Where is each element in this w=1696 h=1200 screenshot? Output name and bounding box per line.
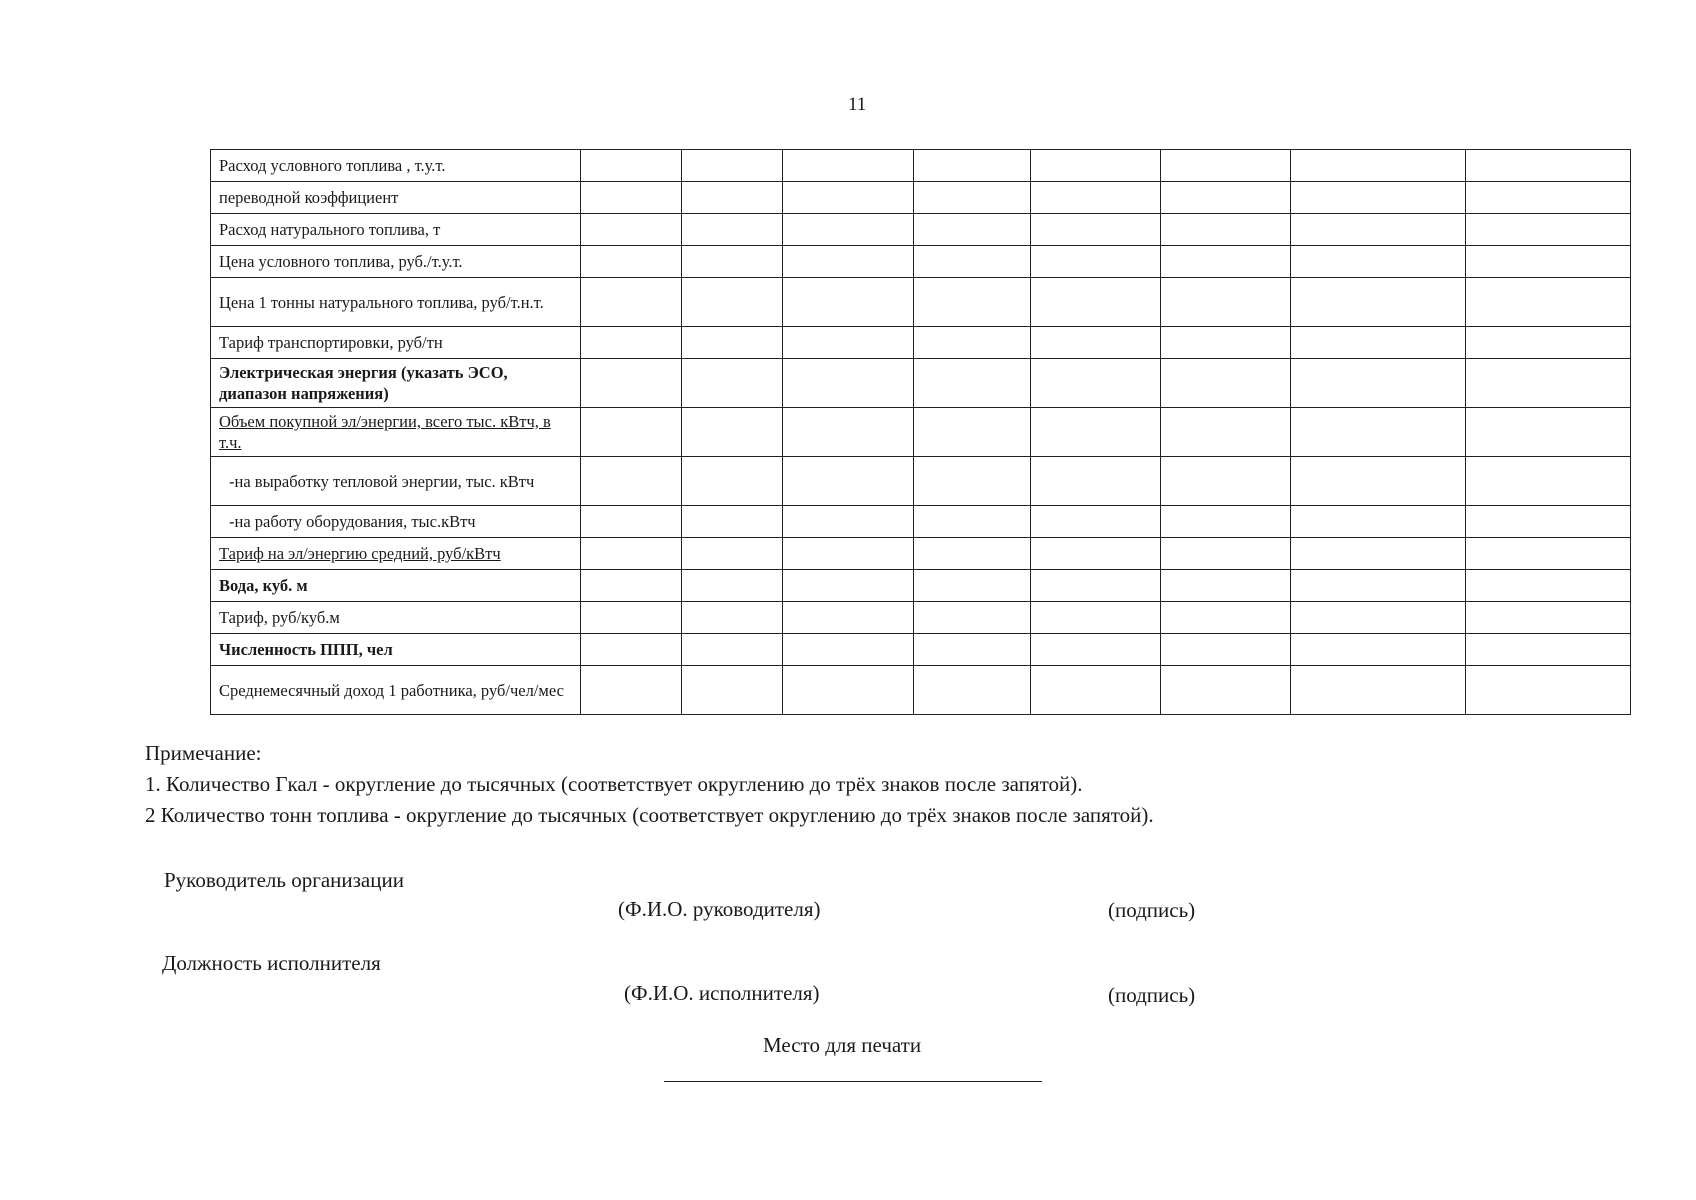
table-row	[211, 506, 1631, 538]
value-cell	[1291, 408, 1466, 457]
value-cell	[1466, 457, 1631, 506]
value-cell	[1161, 214, 1291, 246]
value-cell	[783, 666, 914, 715]
executor-signature-hint: (подпись)	[1108, 983, 1196, 1007]
value-cell	[783, 570, 914, 602]
table-row	[211, 666, 1631, 715]
table-row	[211, 278, 1631, 327]
value-cell	[1291, 359, 1466, 408]
value-cell	[581, 666, 682, 715]
head-signature-hint: (подпись)	[1108, 898, 1196, 922]
value-cell	[914, 602, 1031, 634]
row-label-cell	[211, 246, 581, 278]
table-row	[211, 359, 1631, 408]
row-label: Численность ППП, чел	[219, 640, 393, 659]
value-cell	[783, 182, 914, 214]
value-cell	[1466, 602, 1631, 634]
value-cell	[1291, 214, 1466, 246]
value-cell	[1031, 359, 1161, 408]
row-label-cell	[211, 327, 581, 359]
value-cell	[1291, 666, 1466, 715]
value-cell	[1031, 570, 1161, 602]
value-cell	[914, 182, 1031, 214]
notes-section	[145, 738, 1154, 831]
value-cell	[581, 278, 682, 327]
page-number: 11	[848, 94, 867, 115]
value-cell	[1161, 359, 1291, 408]
row-label-cell	[211, 408, 581, 457]
row-label: -на выработку тепловой энергии, тыс. кВтч	[229, 471, 535, 491]
value-cell	[783, 246, 914, 278]
head-name-hint: (Ф.И.О. руководителя)	[618, 897, 821, 921]
row-label-cell	[211, 634, 581, 666]
row-label-cell	[211, 570, 581, 602]
value-cell	[783, 457, 914, 506]
value-cell	[581, 182, 682, 214]
value-cell	[914, 506, 1031, 538]
value-cell	[682, 182, 783, 214]
value-cell	[783, 408, 914, 457]
value-cell	[1031, 278, 1161, 327]
row-label-cell	[211, 182, 581, 214]
value-cell	[1291, 182, 1466, 214]
row-label: Цена 1 тонны натурального топлива, руб/т.н.т.	[219, 292, 544, 312]
executor-position-label: Должность исполнителя	[162, 951, 381, 975]
value-cell	[1031, 327, 1161, 359]
row-label-cell	[211, 506, 581, 538]
row-label: Вода, куб. м	[219, 576, 308, 595]
value-cell	[581, 602, 682, 634]
value-cell	[1161, 570, 1291, 602]
note-item-2: 2 Количество тонн топлива - округление до тысячных (соответствует округлению до трёх знаков после запятой).	[145, 803, 1154, 827]
notes-heading: Примечание:	[145, 741, 262, 765]
value-cell	[914, 150, 1031, 182]
value-cell	[682, 602, 783, 634]
value-cell	[783, 278, 914, 327]
value-cell	[1031, 666, 1161, 715]
row-label-cell	[211, 214, 581, 246]
value-cell	[581, 570, 682, 602]
value-cell	[682, 457, 783, 506]
value-cell	[783, 150, 914, 182]
row-label-cell	[211, 602, 581, 634]
value-cell	[1031, 182, 1161, 214]
value-cell	[1031, 634, 1161, 666]
table-row	[211, 327, 1631, 359]
value-cell	[1466, 327, 1631, 359]
value-cell	[783, 538, 914, 570]
value-cell	[1466, 538, 1631, 570]
table-row	[211, 150, 1631, 182]
value-cell	[1161, 150, 1291, 182]
value-cell	[1031, 538, 1161, 570]
value-cell	[1291, 327, 1466, 359]
value-cell	[581, 506, 682, 538]
row-label-cell	[211, 666, 581, 715]
value-cell	[1291, 278, 1466, 327]
value-cell	[1031, 246, 1161, 278]
row-label: Расход натурального топлива, т	[219, 220, 441, 239]
value-cell	[1466, 214, 1631, 246]
value-cell	[1466, 278, 1631, 327]
value-cell	[1161, 278, 1291, 327]
value-cell	[581, 150, 682, 182]
value-cell	[1291, 538, 1466, 570]
row-label: -на работу оборудования, тыс.кВтч	[229, 512, 476, 531]
value-cell	[914, 246, 1031, 278]
value-cell	[1031, 408, 1161, 457]
row-label-cell	[211, 538, 581, 570]
value-cell	[1291, 150, 1466, 182]
value-cell	[914, 457, 1031, 506]
value-cell	[581, 634, 682, 666]
value-cell	[1466, 246, 1631, 278]
value-cell	[1466, 359, 1631, 408]
stamp-line	[664, 1081, 1042, 1082]
value-cell	[914, 278, 1031, 327]
value-cell	[783, 634, 914, 666]
value-cell	[1291, 602, 1466, 634]
value-cell	[1031, 602, 1161, 634]
row-label-cell	[211, 150, 581, 182]
value-cell	[1161, 538, 1291, 570]
value-cell	[682, 666, 783, 715]
value-cell	[783, 602, 914, 634]
value-cell	[682, 359, 783, 408]
value-cell	[682, 506, 783, 538]
value-cell	[1031, 457, 1161, 506]
value-cell	[581, 327, 682, 359]
value-cell	[1031, 214, 1161, 246]
value-cell	[682, 327, 783, 359]
head-of-organization-label: Руководитель организации	[164, 868, 404, 892]
row-label-cell	[211, 359, 581, 408]
table-row	[211, 570, 1631, 602]
row-label: Электрическая энергия (указать ЭСО, диапазон напряжения)	[219, 363, 508, 403]
value-cell	[914, 666, 1031, 715]
row-label: Тариф транспортировки, руб/тн	[219, 333, 443, 352]
table-row	[211, 246, 1631, 278]
value-cell	[581, 246, 682, 278]
value-cell	[682, 408, 783, 457]
table-row	[211, 182, 1631, 214]
table-row	[211, 408, 1631, 457]
row-label: Цена условного топлива, руб./т.у.т.	[219, 252, 463, 271]
value-cell	[914, 408, 1031, 457]
value-cell	[1466, 182, 1631, 214]
value-cell	[914, 327, 1031, 359]
value-cell	[914, 570, 1031, 602]
value-cell	[581, 538, 682, 570]
table-row	[211, 602, 1631, 634]
value-cell	[1466, 634, 1631, 666]
value-cell	[1291, 246, 1466, 278]
value-cell	[682, 570, 783, 602]
value-cell	[914, 359, 1031, 408]
value-cell	[1031, 150, 1161, 182]
value-cell	[1466, 408, 1631, 457]
value-cell	[1161, 182, 1291, 214]
value-cell	[682, 634, 783, 666]
row-label: Среднемесячный доход 1 работника, руб/чел/мес	[219, 680, 564, 700]
executor-name-hint: (Ф.И.О. исполнителя)	[624, 981, 820, 1005]
table-row	[211, 538, 1631, 570]
value-cell	[1291, 634, 1466, 666]
value-cell	[1161, 327, 1291, 359]
value-cell	[1466, 506, 1631, 538]
note-item-1: 1. Количество Гкал - округление до тысячных (соответствует округлению до трёх знаков после запятой).	[145, 772, 1083, 796]
value-cell	[682, 538, 783, 570]
row-label: Расход условного топлива , т.у.т.	[219, 156, 446, 175]
value-cell	[783, 506, 914, 538]
table-row	[211, 634, 1631, 666]
indicators-table	[210, 149, 1631, 715]
value-cell	[1161, 634, 1291, 666]
value-cell	[783, 359, 914, 408]
value-cell	[783, 214, 914, 246]
value-cell	[1291, 457, 1466, 506]
value-cell	[1161, 457, 1291, 506]
value-cell	[581, 359, 682, 408]
value-cell	[682, 278, 783, 327]
value-cell	[1466, 150, 1631, 182]
value-cell	[1291, 570, 1466, 602]
row-label-cell	[211, 278, 581, 327]
value-cell	[914, 634, 1031, 666]
row-label-cell	[211, 457, 581, 506]
value-cell	[1161, 246, 1291, 278]
value-cell	[1291, 506, 1466, 538]
stamp-place-label: Место для печати	[763, 1033, 922, 1057]
value-cell	[581, 408, 682, 457]
value-cell	[914, 214, 1031, 246]
value-cell	[1466, 570, 1631, 602]
value-cell	[1161, 666, 1291, 715]
value-cell	[581, 457, 682, 506]
value-cell	[581, 214, 682, 246]
value-cell	[1031, 506, 1161, 538]
row-label: Объем покупной эл/энергии, всего тыс. кВтч, в т.ч.	[219, 412, 551, 452]
row-label: Тариф на эл/энергию средний, руб/кВтч	[219, 544, 501, 563]
value-cell	[914, 538, 1031, 570]
value-cell	[682, 214, 783, 246]
row-label: Тариф, руб/куб.м	[219, 608, 340, 627]
value-cell	[1161, 506, 1291, 538]
table-row	[211, 214, 1631, 246]
value-cell	[783, 327, 914, 359]
value-cell	[682, 246, 783, 278]
table-row	[211, 457, 1631, 506]
value-cell	[1161, 408, 1291, 457]
row-label: переводной коэффициент	[219, 188, 399, 207]
table-body	[211, 150, 1631, 715]
value-cell	[1466, 666, 1631, 715]
value-cell	[682, 150, 783, 182]
value-cell	[1161, 602, 1291, 634]
